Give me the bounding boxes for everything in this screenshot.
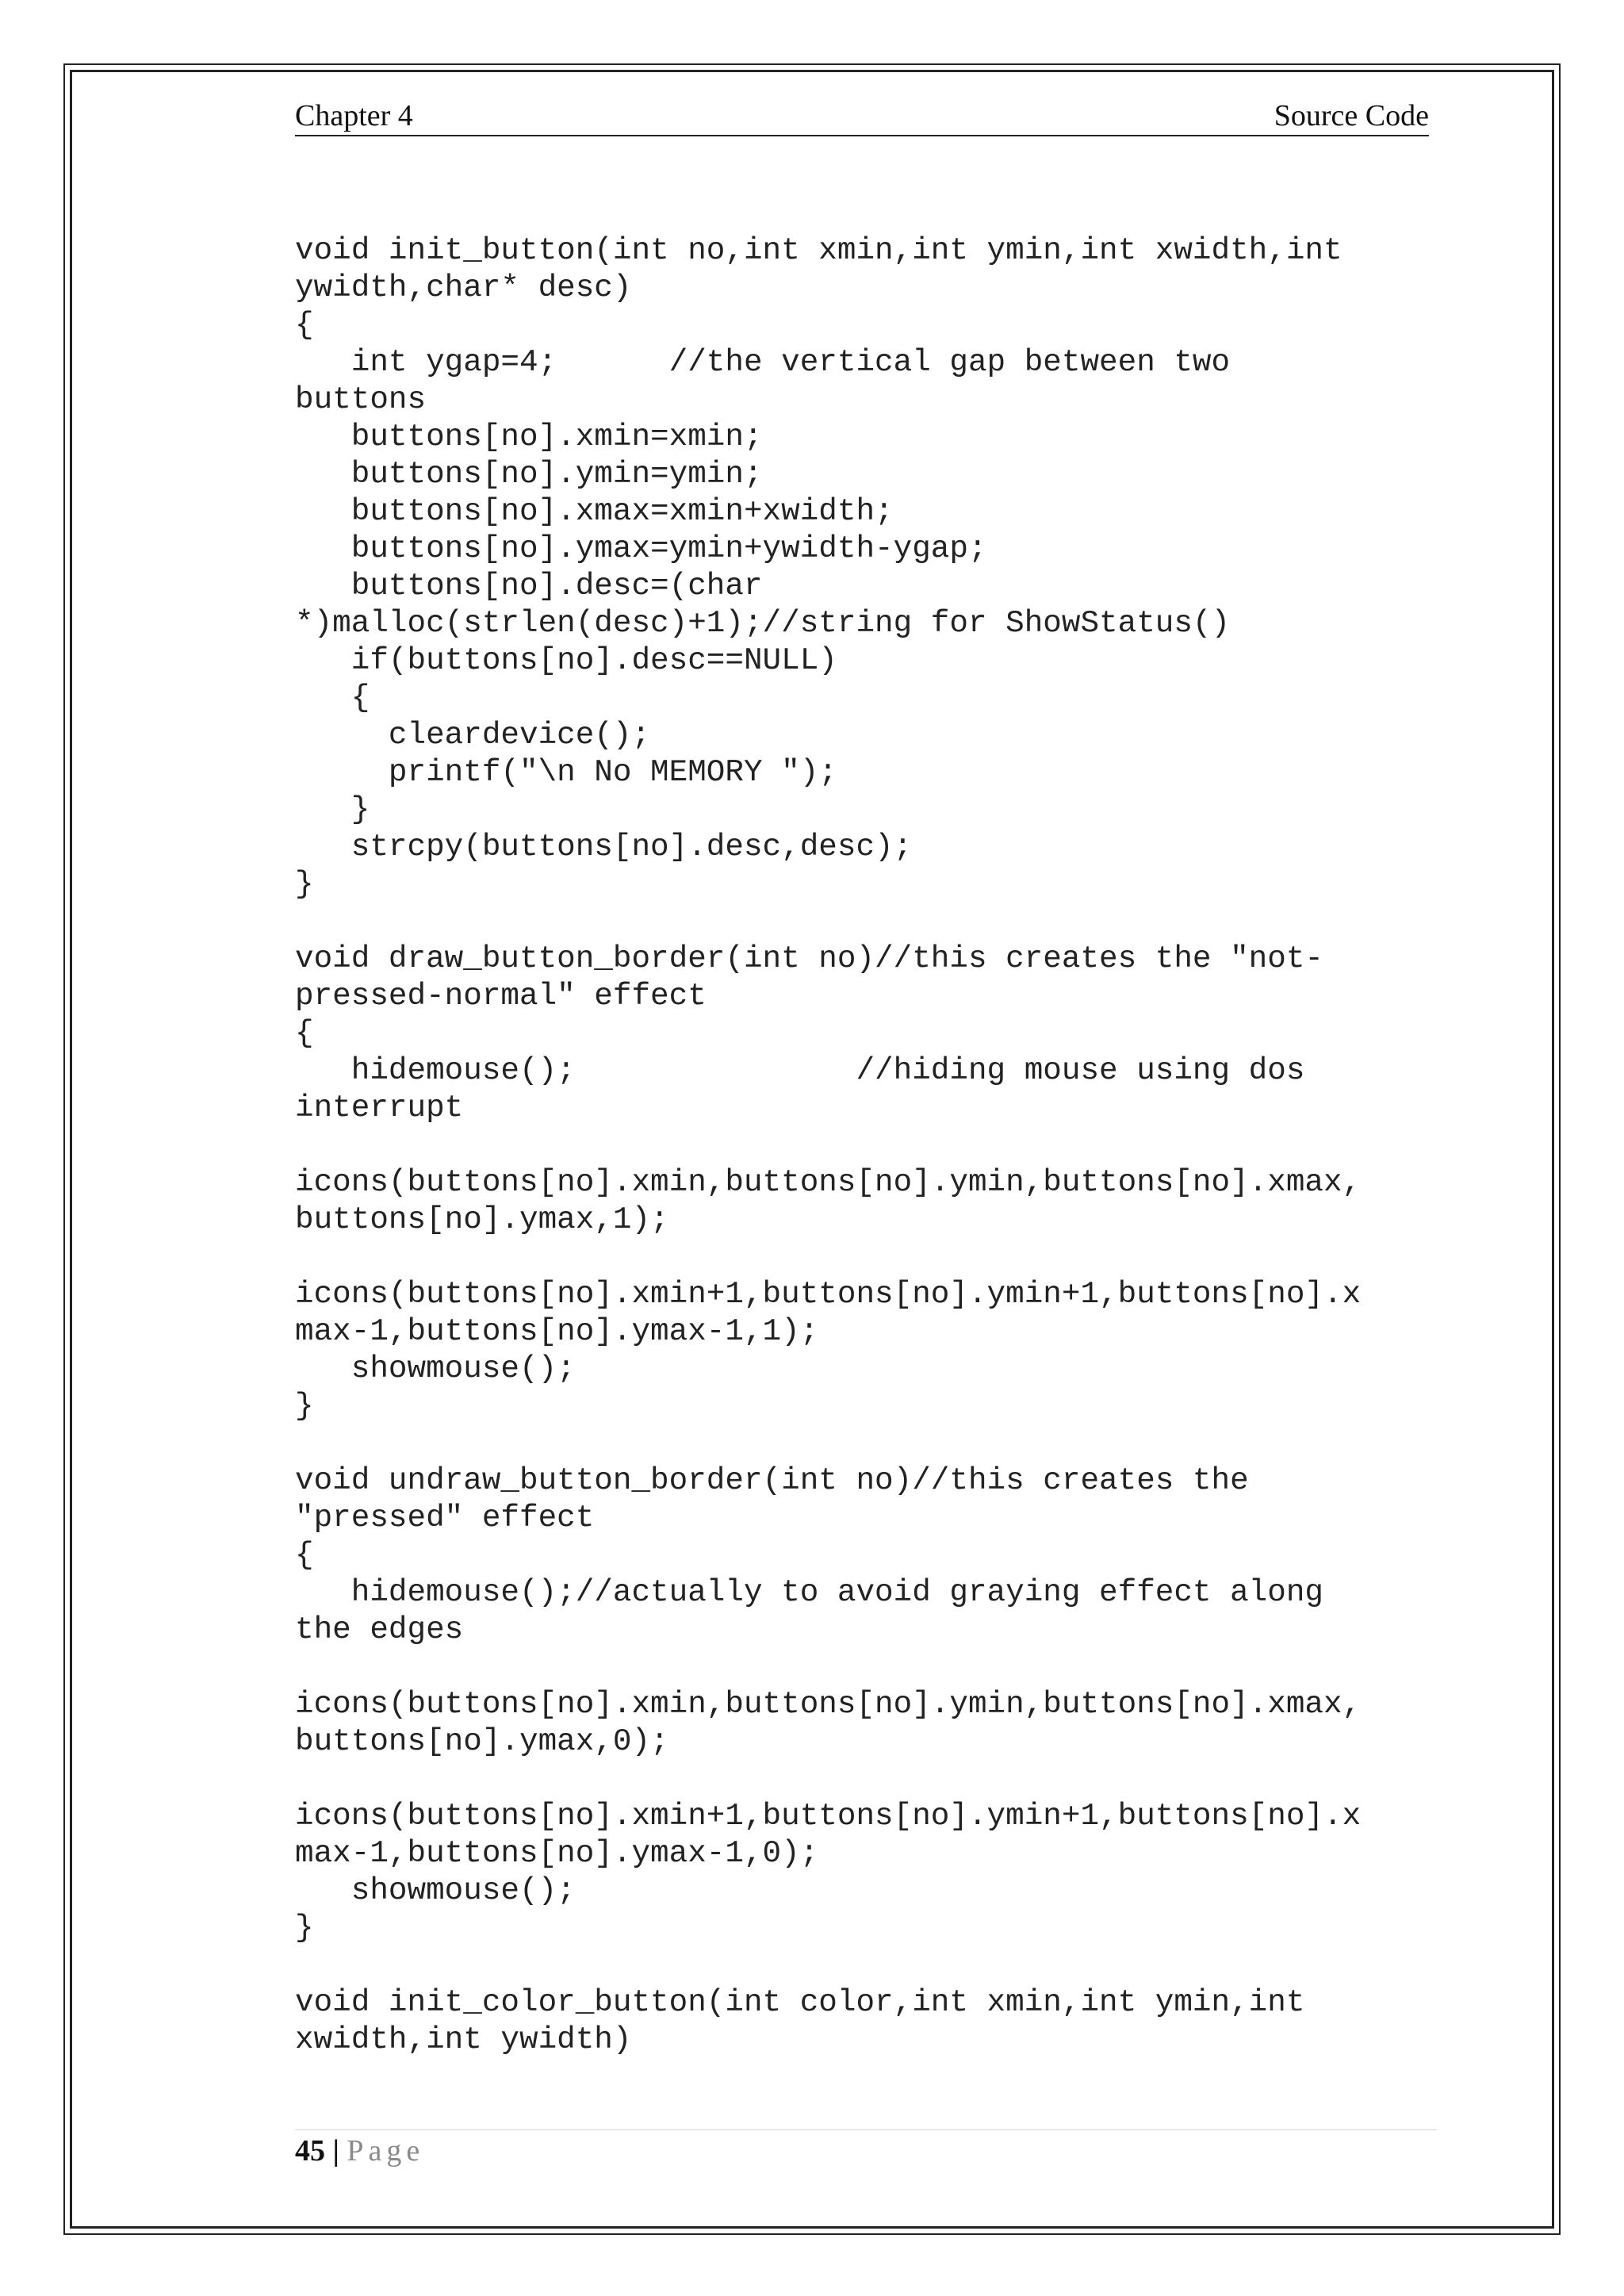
- code-line: buttons[no].ymax,0);: [295, 1723, 669, 1759]
- code-line: cleardevice();: [295, 717, 651, 753]
- code-line: if(buttons[no].desc==NULL): [295, 642, 837, 678]
- code-line: "pressed" effect: [295, 1500, 595, 1535]
- code-line: buttons[no].ymin=ymin;: [295, 456, 763, 492]
- code-line: void draw_button_border(int no)//this creates the "not-: [295, 941, 1324, 976]
- chapter-title: Chapter 4: [295, 99, 413, 132]
- code-line: {: [295, 307, 314, 343]
- code-line: buttons[no].ymax=ymin+ywidth-ygap;: [295, 531, 987, 566]
- code-line: }: [295, 866, 314, 902]
- code-line: max-1,buttons[no].ymax-1,0);: [295, 1835, 819, 1871]
- code-line: icons(buttons[no].xmin,buttons[no].ymin,buttons[no].xmax,: [295, 1164, 1362, 1200]
- code-line: void init_color_button(int color,int xmin,int ymin,int: [295, 1984, 1305, 2020]
- code-line: buttons: [295, 381, 427, 417]
- code-line: buttons[no].desc=(char: [295, 568, 763, 604]
- code-line: void undraw_button_border(int no)//this creates the: [295, 1462, 1249, 1498]
- page-footer: [295, 2132, 424, 2170]
- page-header: [295, 97, 1429, 136]
- code-line: icons(buttons[no].xmin,buttons[no].ymin,buttons[no].xmax,: [295, 1686, 1362, 1722]
- source-code-block: [295, 232, 1437, 2058]
- code-line: void init_button(int no,int xmin,int ymin,int xwidth,int: [295, 232, 1342, 268]
- code-line: pressed-normal" effect: [295, 978, 707, 1014]
- code-line: ywidth,char* desc): [295, 270, 632, 305]
- code-line: strcpy(buttons[no].desc,desc);: [295, 829, 913, 864]
- code-line: *)malloc(strlen(desc)+1);//string for ShowStatus(): [295, 605, 1231, 641]
- code-line: buttons[no].ymax,1);: [295, 1202, 669, 1237]
- code-line: }: [295, 792, 370, 827]
- code-line: printf("\n No MEMORY ");: [295, 754, 837, 790]
- code-line: }: [295, 1388, 314, 1424]
- section-title: Source Code: [1274, 99, 1429, 132]
- code-line: max-1,buttons[no].ymax-1,1);: [295, 1313, 819, 1349]
- code-line: int ygap=4; //the vertical gap between two: [295, 344, 1231, 380]
- code-line: {: [295, 1015, 314, 1051]
- code-line: icons(buttons[no].xmin+1,buttons[no].ymin+1,buttons[no].x: [295, 1798, 1362, 1834]
- code-line: icons(buttons[no].xmin+1,buttons[no].ymin+1,buttons[no].x: [295, 1276, 1362, 1312]
- footer-separator: |: [332, 2134, 339, 2168]
- page-label: Page: [347, 2134, 425, 2168]
- code-line: buttons[no].xmax=xmin+xwidth;: [295, 493, 894, 529]
- page-number: 45: [295, 2134, 325, 2168]
- code-line: interrupt: [295, 1090, 464, 1125]
- code-line: {: [295, 680, 370, 715]
- code-line: {: [295, 1537, 314, 1573]
- code-line: hidemouse(); //hiding mouse using dos: [295, 1052, 1305, 1088]
- code-line: }: [295, 1910, 314, 1945]
- code-line: showmouse();: [295, 1351, 576, 1386]
- footer-divider: [295, 2129, 1437, 2130]
- code-line: the edges: [295, 1612, 464, 1647]
- code-line: showmouse();: [295, 1872, 576, 1908]
- code-line: buttons[no].xmin=xmin;: [295, 419, 763, 454]
- code-line: hidemouse();//actually to avoid graying effect along: [295, 1574, 1324, 1610]
- code-line: xwidth,int ywidth): [295, 2022, 632, 2057]
